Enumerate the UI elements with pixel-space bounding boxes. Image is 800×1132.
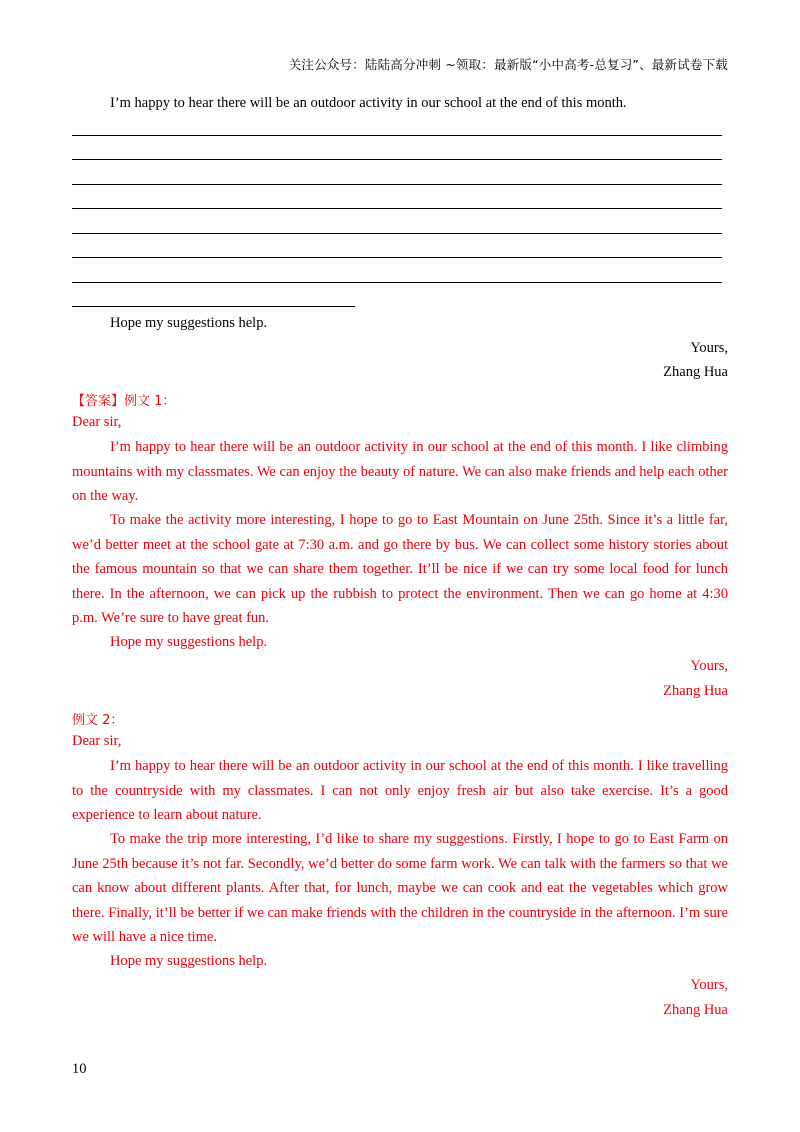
writing-line[interactable] bbox=[72, 135, 722, 136]
page-header: 关注公众号：陆陆高分冲刺 ~领取：最新版“小中高考-总复习”、最新试卷下载 bbox=[288, 57, 728, 72]
prompt-name: Zhang Hua bbox=[663, 364, 728, 380]
essay1-salutation: Dear sir, bbox=[72, 414, 122, 430]
essay2-salutation: Dear sir, bbox=[72, 733, 122, 749]
essay2-name: Zhang Hua bbox=[663, 1002, 728, 1018]
writing-line[interactable] bbox=[72, 282, 722, 283]
writing-line[interactable] bbox=[72, 306, 355, 307]
essay2-paragraph-1: I’m happy to hear there will be an outdoor activity in our school at the end of this month. I like travelling to the countryside with my classmates. I can not only enjoy fresh air but also take exercise. It’s a good experience to learn about nature. bbox=[72, 758, 728, 823]
essay1-name: Zhang Hua bbox=[663, 683, 728, 699]
essay2-closing: Hope my suggestions help. bbox=[110, 953, 268, 969]
essay1-signoff: Yours, bbox=[690, 658, 728, 674]
page-number: 10 bbox=[72, 1061, 87, 1077]
essay1-closing: Hope my suggestions help. bbox=[110, 634, 268, 650]
prompt-opening: I’m happy to hear there will be an outdoor activity in our school at the end of this month. bbox=[110, 95, 627, 111]
prompt-closing: Hope my suggestions help. bbox=[110, 315, 268, 331]
essay2-paragraph-2: To make the trip more interesting, I’d like to share my suggestions. Firstly, I hope to go to East Farm on June 25th because it’s not far. Secondly, we’d better do some farm work. We can talk with the farmers so that we can know about different plants. After that, for lunch, maybe we can cook and eat the vegetables which grow there. Finally, it’ll be better if we can make friends with the children in the countryside in the afternoon. I’m sure we will have a nice time. bbox=[72, 831, 728, 945]
writing-line[interactable] bbox=[72, 257, 722, 258]
essay2-signoff: Yours, bbox=[690, 977, 728, 993]
essay2-label: 例文 2： bbox=[72, 713, 124, 728]
essay1-paragraph-1: I’m happy to hear there will be an outdoor activity in our school at the end of this month. I like climbing mountains with my classmates. We can enjoy the beauty of nature. We can also make friends and help each other on the way. bbox=[72, 439, 728, 504]
answer-label: 【答案】例文 1： bbox=[72, 394, 176, 409]
writing-line[interactable] bbox=[72, 184, 722, 185]
writing-line[interactable] bbox=[72, 233, 722, 234]
writing-line[interactable] bbox=[72, 208, 722, 209]
essay1-paragraph-2: To make the activity more interesting, I hope to go to East Mountain on June 25th. Since it’s a little far, we’d better meet at the school gate at 7:30 a.m. and go there by bus. We can collect some history stories about the famous mountain so that we can share them together. It’ll be nice if we can try some local food for lunch there. In the afternoon, we can pick up the rubbish to protect the environment. Then we can go home at 4:30 p.m. We’re sure to have great fun. bbox=[72, 512, 728, 626]
prompt-signoff: Yours, bbox=[690, 340, 728, 356]
writing-line[interactable] bbox=[72, 159, 722, 160]
